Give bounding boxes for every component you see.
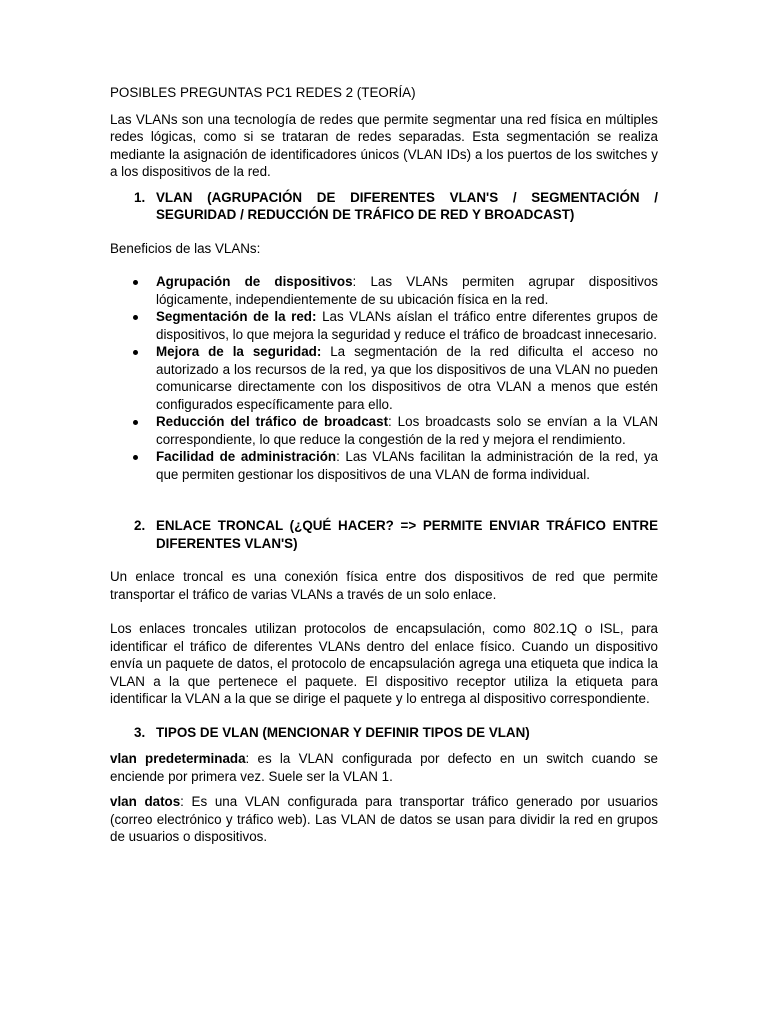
section-heading-text: TIPOS DE VLAN (MENCIONAR Y DEFINIR TIPOS DE VLAN) — [156, 724, 530, 740]
vlan-type-default — [110, 750, 658, 785]
benefit-term: Segmentación de la red: — [156, 309, 317, 324]
trunk-paragraph-2: Los enlaces troncales utilizan protocolos de encapsulación, como 802.1Q o ISL, para identificar el tráfico de diferentes VLANs dentro del enlace físico. Cuando un dispositivo envía un paquete de datos, el protocolo de encapsulación agrega una etiqueta que indica la VLAN a la que pertenece el paquete. El dispositivo receptor utiliza la etiqueta para identificar la VLAN a la que se dirige el paquete y lo entrega al dispositivo correspondiente. — [110, 621, 658, 706]
section-heading-text: VLAN (AGRUPACIÓN DE DIFERENTES VLAN'S / SEGMENTACIÓN / SEGURIDAD / REDUCCIÓN DE TRÁFICO DE RED Y BROADCAST) — [156, 189, 658, 222]
benefit-sep: : — [388, 414, 392, 429]
benefit-term: Mejora de la seguridad: — [156, 344, 322, 359]
section-heading-types — [110, 724, 658, 742]
section-heading-trunk — [110, 517, 658, 552]
document-title: POSIBLES PREGUNTAS PC1 REDES 2 (TEORÍA) — [110, 85, 416, 100]
benefit-sep: : — [336, 449, 340, 464]
section-number: 2. — [134, 518, 146, 533]
vlan-type-text: : es la VLAN configurada por defecto en un switch cuando se enciende por primera vez. Suele ser la VLAN 1. — [110, 751, 659, 784]
vlan-type-term: vlan datos — [110, 794, 181, 809]
bullet-icon — [110, 413, 156, 448]
benefits-list — [110, 273, 658, 483]
benefit-text: Las VLANs permiten agrupar dispositivos lógicamente, independientemente de su ubicación física en la red. — [156, 274, 658, 307]
vlan-type-term: vlan predeterminada — [110, 751, 246, 766]
list-item — [110, 343, 658, 413]
list-item — [110, 448, 658, 483]
list-item — [110, 308, 658, 343]
list-item — [110, 413, 658, 448]
section-number: 1. — [134, 189, 146, 205]
benefit-text: La segmentación de la red dificulta el acceso no autorizado a los recursos de la red, ya que los dispositivos de una VLAN no pueden comunicarse directamente con los dispositivos de otra VLAN a menos que estén configurados específicamente para ello. — [156, 344, 658, 412]
list-item — [110, 273, 658, 308]
bullet-icon — [110, 273, 156, 308]
section-heading-vlan — [110, 189, 658, 224]
trunk-paragraph-1: Un enlace troncal es una conexión física entre dos dispositivos de red que permite transportar el tráfico de varias VLANs a través de un solo enlace. — [110, 569, 658, 602]
benefit-term: Agrupación de dispositivos — [156, 274, 353, 289]
bullet-icon — [110, 448, 156, 483]
bullet-icon — [110, 308, 156, 343]
bullet-icon — [110, 343, 156, 413]
benefits-title: Beneficios de las VLANs: — [110, 240, 261, 256]
benefit-sep: : — [352, 274, 357, 289]
benefit-text: Los broadcasts solo se envían a la VLAN correspondiente, lo que reduce la congestión de la red y mejora el rendimiento. — [156, 414, 658, 447]
benefit-term: Facilidad de administración — [156, 449, 337, 464]
document-page — [110, 84, 658, 846]
benefit-term: Reducción del tráfico de broadcast — [156, 414, 389, 429]
vlan-type-text: : Es una VLAN configurada para transportar tráfico generado por usuarios (correo electrónico y tráfico web). Las VLAN de datos se usan para dividir la red en grupos de usuarios o dispositivos. — [110, 794, 658, 844]
vlan-type-data — [110, 793, 658, 846]
benefit-text: Las VLANs facilitan la administración de la red, ya que permiten gestionar los dispositivos de una VLAN de forma individual. — [156, 449, 658, 482]
benefit-text: Las VLANs aíslan el tráfico entre diferentes grupos de dispositivos, lo que mejora la seguridad y reduce el tráfico de broadcast innecesario. — [156, 309, 658, 342]
intro-paragraph: Las VLANs son una tecnología de redes que permite segmentar una red física en múltiples redes lógicas, como si se trataran de redes separadas. Esta segmentación se realiza mediante la asignación de identificadores únicos (VLAN IDs) a los puertos de los switches y a los dispositivos de la red. — [110, 111, 658, 179]
section-heading-text: ENLACE TRONCAL (¿QUÉ HACER? => PERMITE ENVIAR TRÁFICO ENTRE DIFERENTES VLAN'S) — [156, 518, 658, 551]
section-number: 3. — [134, 724, 146, 740]
